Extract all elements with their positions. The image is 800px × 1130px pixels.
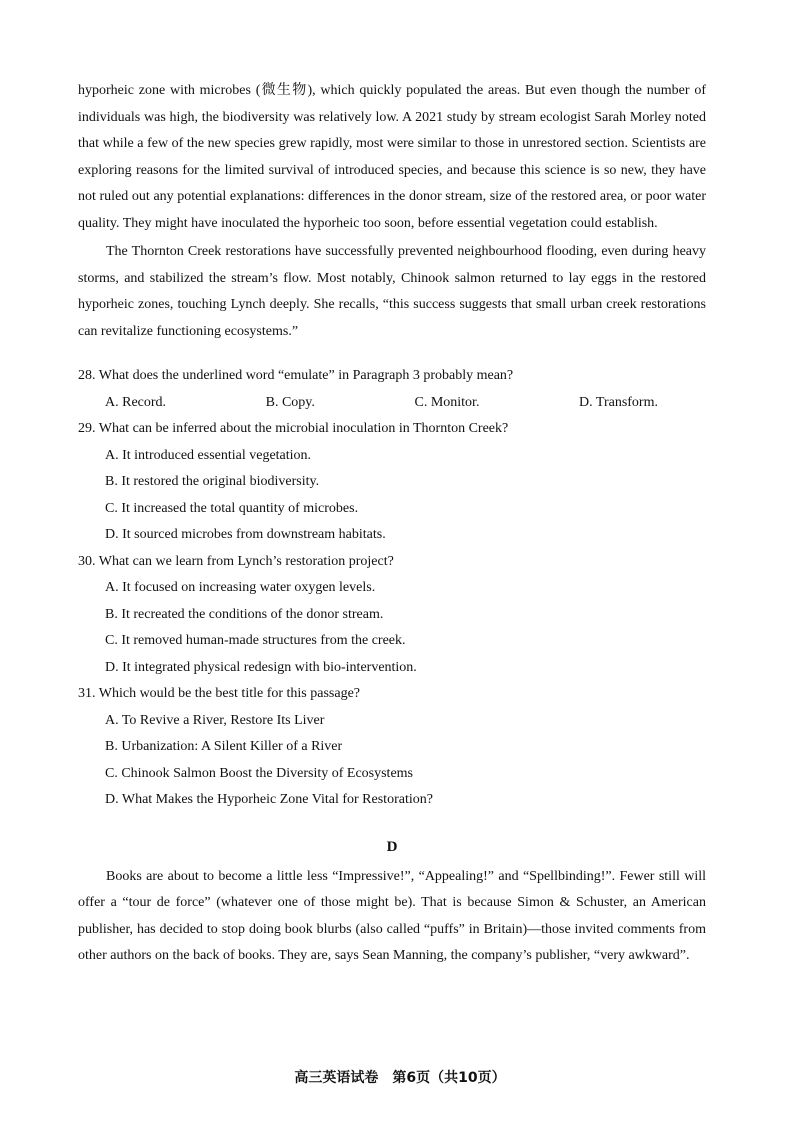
- section-d-title: D: [386, 838, 398, 855]
- exam-page: [78, 78, 706, 970]
- option-list: [78, 575, 706, 681]
- section-d-paragraph: Books are about to become a little less “Impressive!”, “Appealing!” and “Spellbinding!”. Fewer still will offer a “tour de force” (whatever one of those might be). That is because Simon & Schuster, an American publisher, has decided to stop doing book blurbs (also called “puffs” in Britain)—those invited comments from other authors on the back of books. They are, says Sean Manning, the company’s publisher, “very awkward”.: [78, 868, 706, 963]
- question-28: [78, 363, 706, 416]
- question-stem: 31. Which would be the best title for this passage?: [78, 686, 361, 701]
- option-a: A. It focused on increasing water oxygen levels.: [105, 580, 376, 595]
- option-c: C. Chinook Salmon Boost the Diversity of Ecosystems: [105, 765, 413, 781]
- option-d: D. It sourced microbes from downstream habitats.: [105, 527, 386, 542]
- question-31: [78, 681, 706, 814]
- question-30: [78, 549, 706, 682]
- option-c: C. It increased the total quantity of microbes.: [105, 500, 359, 516]
- page-footer: 高三英语试卷 第6页（共10页）: [294, 1070, 506, 1086]
- option-c: C. Monitor.: [414, 394, 480, 410]
- option-list: [78, 443, 706, 549]
- option-d: D. What Makes the Hyporheic Zone Vital for Restoration?: [105, 792, 433, 807]
- question-stem: 29. What can be inferred about the microbial inoculation in Thornton Creek?: [78, 421, 509, 436]
- option-b: B. Urbanization: A Silent Killer of a River: [105, 739, 343, 754]
- option-d: D. It integrated physical redesign with bio-intervention.: [105, 659, 417, 675]
- option-a: A. It introduced essential vegetation.: [105, 447, 312, 463]
- option-b: B. It recreated the conditions of the donor stream.: [105, 606, 384, 622]
- option-row: [78, 390, 706, 417]
- option-a: A. To Revive a River, Restore Its Liver: [105, 712, 325, 728]
- option-a: A. Record.: [105, 394, 167, 410]
- question-stem: 28. What does the underlined word “emulate” in Paragraph 3 probably mean?: [78, 368, 514, 383]
- option-c: C. It removed human-made structures from the creek.: [105, 633, 406, 648]
- option-b: B. It restored the original biodiversity.: [105, 474, 320, 489]
- question-29: [78, 416, 706, 549]
- passage-paragraph-1: hyporheic zone with microbes (微生物), which quickly populated the areas. But even though the number of individuals was high, the biodiversity was relatively low. A 2021 study by stream ecologist Sarah Morley noted that while a few of the new species grew rapidly, most were similar to those in unrestored section. Scientists are exploring reasons for the limited survival of introduced species, and because this science is so new, they have not ruled out any potential explanations: differences in the donor stream, size of the restored area, or poor water quality. They might have inoculated the hyporheic too soon, before essential vegetation could establish.: [78, 83, 706, 231]
- question-stem: 30. What can we learn from Lynch’s restoration project?: [78, 553, 394, 569]
- passage-paragraph-2: The Thornton Creek restorations have successfully prevented neighbourhood flooding, even during heavy storms, and stabilized the stream’s flow. Most notably, Chinook salmon returned to lay eggs in the restored hyporheic zones, touching Lynch deeply. She recalls, “this success suggests that small urban creek restorations can revitalize functioning ecosystems.”: [78, 244, 706, 339]
- option-list: [78, 708, 706, 814]
- option-d: D. Transform.: [579, 394, 658, 410]
- option-b: B. Copy.: [265, 394, 315, 410]
